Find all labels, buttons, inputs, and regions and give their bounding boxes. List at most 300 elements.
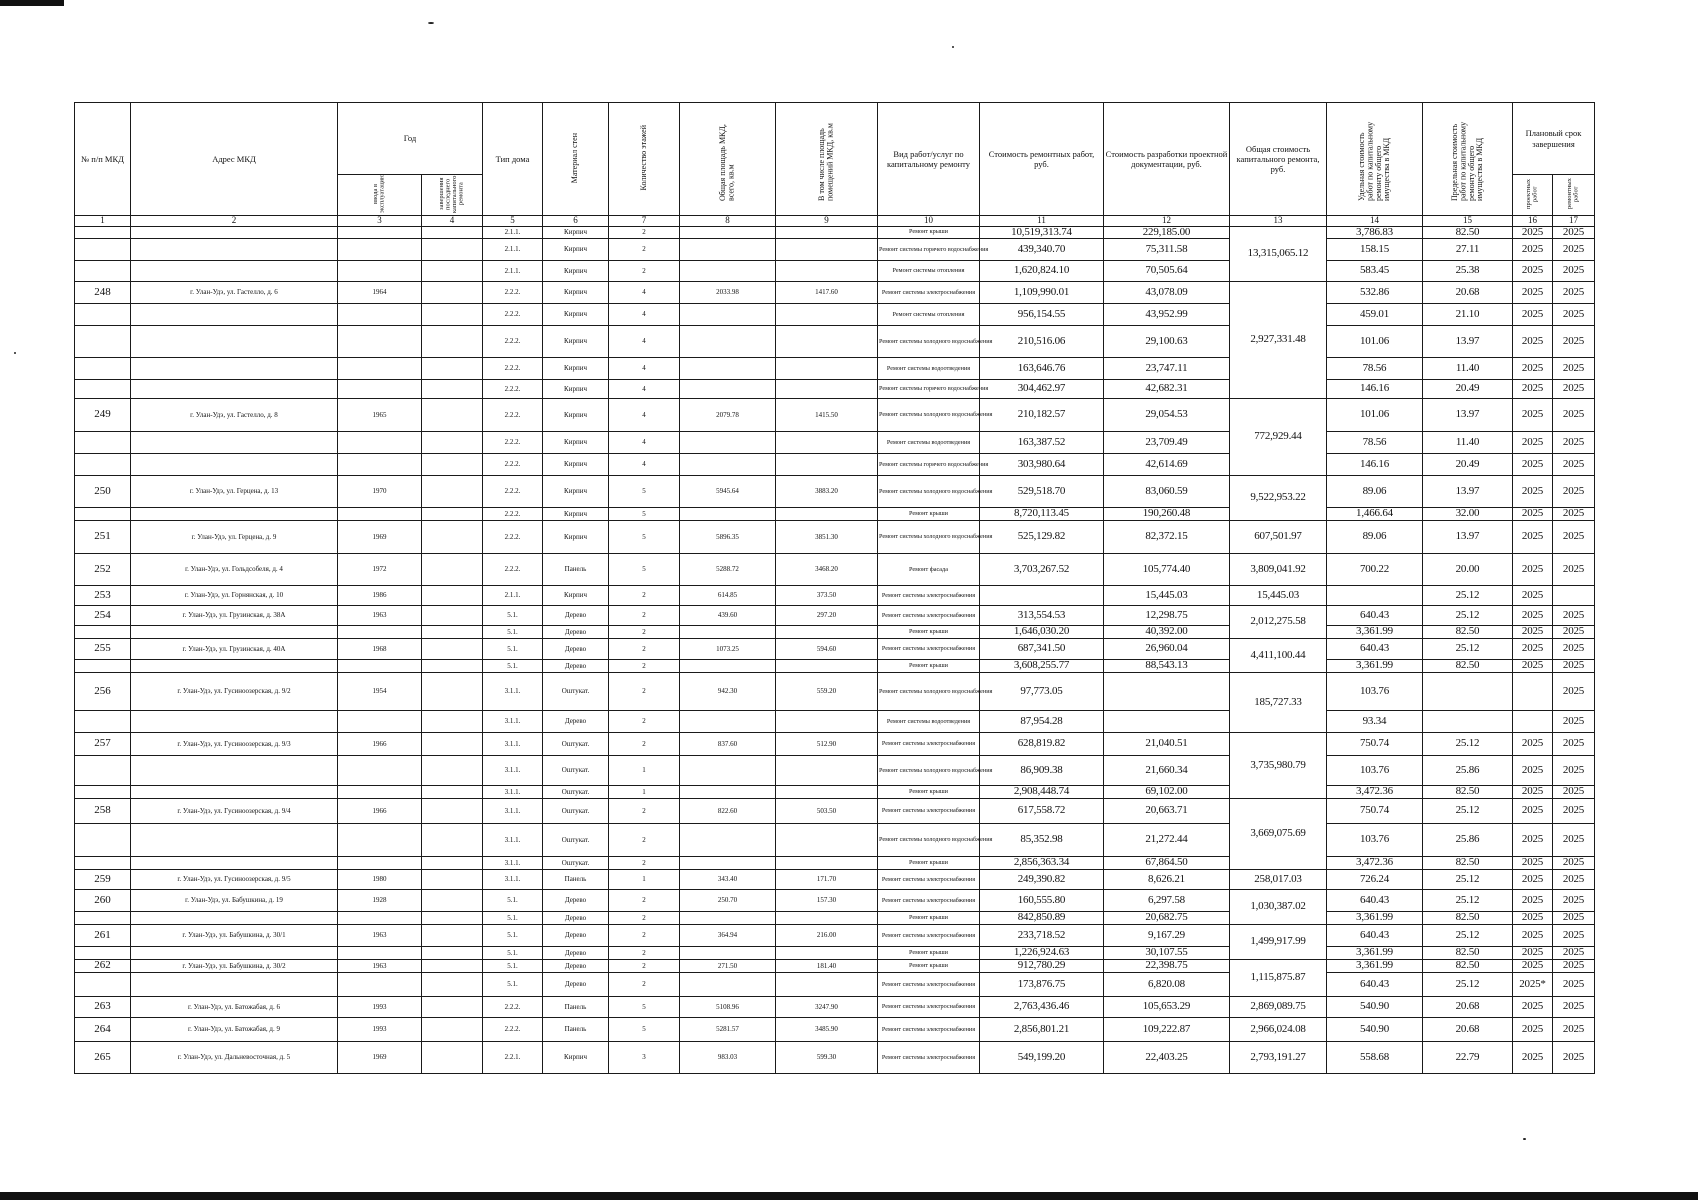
- year-commissioned: 1966: [338, 733, 422, 756]
- header-year: Год: [338, 103, 483, 175]
- work-type: Ремонт системы горячего водоснабжения: [878, 380, 980, 399]
- repair-cost: 842,850.89: [980, 912, 1104, 925]
- column-index: 6: [543, 216, 609, 226]
- repair-deadline: 2025: [1553, 912, 1595, 925]
- repair-deadline: 2025: [1553, 239, 1595, 261]
- house-address: г. Улан-Удэ, ул. Дальневосточная, д. 5: [131, 1042, 338, 1074]
- house-address: г. Улан-Удэ, ул. Бабушкина, д. 30/1: [131, 925, 338, 947]
- unit-cost: 93.34: [1327, 711, 1423, 733]
- premises-area: [776, 454, 878, 476]
- year-last-repair: [422, 282, 483, 304]
- floor-count: 4: [609, 282, 680, 304]
- wall-material: Дерево: [543, 711, 609, 733]
- total-cost: 3,669,075.69: [1230, 799, 1327, 870]
- unit-cost: 146.16: [1327, 454, 1423, 476]
- unit-cost: 101.06: [1327, 399, 1423, 432]
- design-cost: 26,960.04: [1104, 639, 1230, 660]
- house-type: 2.2.2.: [483, 282, 543, 304]
- table-row: [75, 733, 1595, 756]
- wall-material: Дерево: [543, 973, 609, 997]
- house-address: [131, 626, 338, 639]
- table-row: [75, 786, 1595, 799]
- year-commissioned: 1980: [338, 870, 422, 890]
- header-design-cost: Стоимость разработки проектной документации, руб.: [1104, 103, 1230, 216]
- house-type: 2.2.2.: [483, 508, 543, 521]
- repair-deadline: 2025: [1553, 282, 1595, 304]
- design-deadline: 2025: [1513, 639, 1553, 660]
- total-area: 942.30: [680, 673, 776, 711]
- design-deadline: [1513, 673, 1553, 711]
- floor-count: 4: [609, 304, 680, 326]
- unit-cost: 640.43: [1327, 973, 1423, 997]
- premises-area: 1415.50: [776, 399, 878, 432]
- unit-cost: 3,361.99: [1327, 660, 1423, 673]
- house-address: г. Улан-Удэ, ул. Горнянская, д. 10: [131, 586, 338, 606]
- work-type: Ремонт системы водоотведения: [878, 432, 980, 454]
- year-commissioned: [338, 454, 422, 476]
- house-type: 3.1.1.: [483, 733, 543, 756]
- repair-deadline: 2025: [1553, 399, 1595, 432]
- design-deadline: 2025: [1513, 960, 1553, 973]
- limit-cost: 25.12: [1423, 639, 1513, 660]
- work-type: Ремонт фасада: [878, 554, 980, 586]
- repair-deadline: 2025: [1553, 711, 1595, 733]
- premises-area: 3247.90: [776, 997, 878, 1018]
- total-area: 2033.98: [680, 282, 776, 304]
- wall-material: Кирпич: [543, 476, 609, 508]
- limit-cost: 20.49: [1423, 380, 1513, 399]
- design-deadline: 2025: [1513, 997, 1553, 1018]
- repair-cost: 1,226,924.63: [980, 947, 1104, 960]
- work-type: Ремонт системы холодного водоснабжения: [878, 756, 980, 786]
- design-cost: 43,078.09: [1104, 282, 1230, 304]
- wall-material: Дерево: [543, 947, 609, 960]
- year-last-repair: [422, 857, 483, 870]
- total-area: 250.70: [680, 890, 776, 912]
- wall-material: Оштукат.: [543, 756, 609, 786]
- wall-material: Кирпич: [543, 399, 609, 432]
- work-type: Ремонт крыши: [878, 226, 980, 239]
- repair-deadline: 2025: [1553, 226, 1595, 239]
- year-last-repair: [422, 912, 483, 925]
- house-type: 2.2.2.: [483, 997, 543, 1018]
- table-row: [75, 626, 1595, 639]
- premises-area: [776, 824, 878, 857]
- repair-deadline: 2025: [1553, 947, 1595, 960]
- total-area: [680, 824, 776, 857]
- house-type: 2.2.2.: [483, 358, 543, 380]
- year-commissioned: [338, 626, 422, 639]
- limit-cost: 25.12: [1423, 586, 1513, 606]
- header-repair-cost: Стоимость ремонтных работ, руб.: [980, 103, 1104, 216]
- design-deadline: 2025*: [1513, 973, 1553, 997]
- column-index: 10: [878, 216, 980, 226]
- limit-cost: 20.49: [1423, 454, 1513, 476]
- unit-cost: 750.74: [1327, 799, 1423, 824]
- unit-cost: 103.76: [1327, 756, 1423, 786]
- year-commissioned: [338, 973, 422, 997]
- repair-deadline: 2025: [1553, 925, 1595, 947]
- floor-count: 2: [609, 626, 680, 639]
- work-type: Ремонт системы электроснабжения: [878, 1018, 980, 1042]
- repair-cost: 1,620,824.10: [980, 261, 1104, 282]
- repair-deadline: 2025: [1553, 733, 1595, 756]
- design-cost: 8,626.21: [1104, 870, 1230, 890]
- premises-area: [776, 711, 878, 733]
- repair-deadline: 2025: [1553, 890, 1595, 912]
- repair-deadline: [1553, 586, 1595, 606]
- year-commissioned: 1963: [338, 960, 422, 973]
- year-last-repair: [422, 673, 483, 711]
- premises-area: 1417.60: [776, 282, 878, 304]
- unit-cost: 558.68: [1327, 1042, 1423, 1074]
- column-index: 15: [1423, 216, 1513, 226]
- table-row: [75, 973, 1595, 997]
- wall-material: Кирпич: [543, 226, 609, 239]
- year-last-repair: [422, 261, 483, 282]
- house-number: 248: [75, 282, 131, 304]
- column-index: 14: [1327, 216, 1423, 226]
- repair-cost: 163,646.76: [980, 358, 1104, 380]
- work-type: Ремонт системы холодного водоснабжения: [878, 326, 980, 358]
- header-repair-works: ремонтных работ: [1553, 175, 1595, 216]
- total-cost: 3,735,980.79: [1230, 733, 1327, 799]
- year-last-repair: [422, 432, 483, 454]
- total-area: 822.60: [680, 799, 776, 824]
- year-commissioned: [338, 912, 422, 925]
- design-cost: 42,682.31: [1104, 380, 1230, 399]
- design-deadline: 2025: [1513, 890, 1553, 912]
- year-commissioned: 1954: [338, 673, 422, 711]
- house-type: 5.1.: [483, 606, 543, 626]
- year-commissioned: 1965: [338, 399, 422, 432]
- year-commissioned: [338, 756, 422, 786]
- limit-cost: 25.86: [1423, 824, 1513, 857]
- premises-area: 559.20: [776, 673, 878, 711]
- premises-area: [776, 358, 878, 380]
- repair-cost: 163,387.52: [980, 432, 1104, 454]
- design-cost: 20,682.75: [1104, 912, 1230, 925]
- year-last-repair: [422, 226, 483, 239]
- repair-deadline: 2025: [1553, 997, 1595, 1018]
- premises-area: [776, 912, 878, 925]
- total-cost: 1,499,917.99: [1230, 925, 1327, 960]
- floor-count: 5: [609, 554, 680, 586]
- repair-cost: 1,646,030.20: [980, 626, 1104, 639]
- house-type: 3.1.1.: [483, 673, 543, 711]
- unit-cost: 640.43: [1327, 890, 1423, 912]
- house-number: [75, 358, 131, 380]
- house-address: г. Улан-Удэ, ул. Гусиноозерская, д. 9/4: [131, 799, 338, 824]
- repair-deadline: 2025: [1553, 1042, 1595, 1074]
- floor-count: 4: [609, 326, 680, 358]
- floor-count: 5: [609, 1018, 680, 1042]
- wall-material: Панель: [543, 870, 609, 890]
- limit-cost: 11.40: [1423, 358, 1513, 380]
- limit-cost: 32.00: [1423, 508, 1513, 521]
- house-number: 262: [75, 960, 131, 973]
- wall-material: Дерево: [543, 660, 609, 673]
- work-type: Ремонт системы электроснабжения: [878, 586, 980, 606]
- unit-cost: 540.90: [1327, 1018, 1423, 1042]
- work-type: Ремонт крыши: [878, 912, 980, 925]
- wall-material: Панель: [543, 1018, 609, 1042]
- total-area: [680, 912, 776, 925]
- house-number: [75, 711, 131, 733]
- column-index: 4: [422, 216, 483, 226]
- wall-material: Дерево: [543, 606, 609, 626]
- table-row: [75, 870, 1595, 890]
- table-row: [75, 261, 1595, 282]
- work-type: Ремонт системы электроснабжения: [878, 733, 980, 756]
- wall-material: Оштукат.: [543, 824, 609, 857]
- design-cost: 40,392.00: [1104, 626, 1230, 639]
- design-cost: 29,054.53: [1104, 399, 1230, 432]
- house-type: 2.2.2.: [483, 304, 543, 326]
- floor-count: 5: [609, 508, 680, 521]
- year-last-repair: [422, 239, 483, 261]
- work-type: Ремонт системы электроснабжения: [878, 890, 980, 912]
- total-area: 614.85: [680, 586, 776, 606]
- limit-cost: 82.50: [1423, 947, 1513, 960]
- capital-repair-table: [74, 102, 1595, 1074]
- repair-deadline: 2025: [1553, 380, 1595, 399]
- header-year-last-repair: завершения последнего капитального ремонта: [422, 175, 483, 216]
- repair-cost: 912,780.29: [980, 960, 1104, 973]
- house-number: [75, 824, 131, 857]
- house-number: [75, 508, 131, 521]
- header-total-area: Общая площадь МКД, всего, кв.м: [680, 103, 776, 216]
- work-type: Ремонт системы холодного водоснабжения: [878, 824, 980, 857]
- header-limit-cost: Предельная стоимость работ по капитальному ремонту общего имущества в МКД: [1423, 103, 1513, 216]
- limit-cost: 13.97: [1423, 476, 1513, 508]
- house-type: 3.1.1.: [483, 824, 543, 857]
- header-design-works: проектных работ: [1513, 175, 1553, 216]
- unit-cost: 532.86: [1327, 282, 1423, 304]
- design-cost: 12,298.75: [1104, 606, 1230, 626]
- year-last-repair: [422, 326, 483, 358]
- floor-count: 2: [609, 239, 680, 261]
- work-type: Ремонт системы электроснабжения: [878, 925, 980, 947]
- house-address: г. Улан-Удэ, ул. Грузинская, д. 38А: [131, 606, 338, 626]
- wall-material: Оштукат.: [543, 733, 609, 756]
- header-total-cost: Общая стоимость капитального ремонта, руб.: [1230, 103, 1327, 216]
- repair-deadline: 2025: [1553, 606, 1595, 626]
- house-address: г. Улан-Удэ, ул. Гольдсобеля, д. 4: [131, 554, 338, 586]
- design-deadline: 2025: [1513, 226, 1553, 239]
- year-last-repair: [422, 508, 483, 521]
- house-type: 3.1.1.: [483, 756, 543, 786]
- year-last-repair: [422, 925, 483, 947]
- repair-cost: 210,516.06: [980, 326, 1104, 358]
- wall-material: Оштукат.: [543, 799, 609, 824]
- year-commissioned: [338, 824, 422, 857]
- house-address: [131, 326, 338, 358]
- design-cost: 229,185.00: [1104, 226, 1230, 239]
- design-deadline: 2025: [1513, 857, 1553, 870]
- total-area: 1073.25: [680, 639, 776, 660]
- year-last-repair: [422, 606, 483, 626]
- total-area: [680, 660, 776, 673]
- design-deadline: 2025: [1513, 925, 1553, 947]
- design-deadline: 2025: [1513, 261, 1553, 282]
- house-number: 253: [75, 586, 131, 606]
- year-last-repair: [422, 960, 483, 973]
- header-number: № п/п МКД: [75, 103, 131, 216]
- design-cost: 83,060.59: [1104, 476, 1230, 508]
- year-commissioned: 1970: [338, 476, 422, 508]
- house-address: [131, 947, 338, 960]
- year-last-repair: [422, 824, 483, 857]
- house-type: 5.1.: [483, 890, 543, 912]
- house-number: [75, 947, 131, 960]
- wall-material: Дерево: [543, 890, 609, 912]
- repair-cost: 233,718.52: [980, 925, 1104, 947]
- premises-area: [776, 261, 878, 282]
- year-last-repair: [422, 973, 483, 997]
- house-number: [75, 756, 131, 786]
- repair-deadline: 2025: [1553, 626, 1595, 639]
- design-deadline: 2025: [1513, 282, 1553, 304]
- design-deadline: 2025: [1513, 626, 1553, 639]
- house-type: 2.1.1.: [483, 239, 543, 261]
- floor-count: 1: [609, 756, 680, 786]
- repair-cost: 617,558.72: [980, 799, 1104, 824]
- repair-cost: 173,876.75: [980, 973, 1104, 997]
- limit-cost: 20.68: [1423, 997, 1513, 1018]
- house-type: 2.2.2.: [483, 380, 543, 399]
- table-row: [75, 586, 1595, 606]
- premises-area: [776, 973, 878, 997]
- total-area: [680, 304, 776, 326]
- floor-count: 5: [609, 521, 680, 554]
- floor-count: 2: [609, 711, 680, 733]
- unit-cost: 103.76: [1327, 673, 1423, 711]
- house-type: 5.1.: [483, 660, 543, 673]
- design-cost: 23,747.11: [1104, 358, 1230, 380]
- repair-deadline: 2025: [1553, 261, 1595, 282]
- wall-material: Дерево: [543, 912, 609, 925]
- design-deadline: 2025: [1513, 454, 1553, 476]
- year-last-repair: [422, 586, 483, 606]
- repair-deadline: 2025: [1553, 857, 1595, 870]
- column-index: 12: [1104, 216, 1230, 226]
- year-commissioned: [338, 261, 422, 282]
- repair-cost: 2,856,801.21: [980, 1018, 1104, 1042]
- total-cost: 607,501.97: [1230, 521, 1327, 554]
- total-area: [680, 626, 776, 639]
- limit-cost: 25.12: [1423, 799, 1513, 824]
- total-area: 837.60: [680, 733, 776, 756]
- table-row: [75, 399, 1595, 432]
- premises-area: [776, 380, 878, 399]
- floor-count: 2: [609, 660, 680, 673]
- limit-cost: 82.50: [1423, 960, 1513, 973]
- year-commissioned: 1986: [338, 586, 422, 606]
- column-index: 3: [338, 216, 422, 226]
- column-index-row: [75, 216, 1595, 226]
- design-cost: 105,653.29: [1104, 997, 1230, 1018]
- unit-cost: 3,472.36: [1327, 857, 1423, 870]
- year-commissioned: [338, 711, 422, 733]
- floor-count: 4: [609, 454, 680, 476]
- year-last-repair: [422, 786, 483, 799]
- total-cost: 2,793,191.27: [1230, 1042, 1327, 1074]
- repair-deadline: 2025: [1553, 973, 1595, 997]
- column-index: 9: [776, 216, 878, 226]
- wall-material: Кирпич: [543, 1042, 609, 1074]
- floor-count: 1: [609, 786, 680, 799]
- house-number: 258: [75, 799, 131, 824]
- year-commissioned: [338, 786, 422, 799]
- premises-area: [776, 304, 878, 326]
- design-deadline: [1513, 711, 1553, 733]
- unit-cost: [1327, 586, 1423, 606]
- header-work-type: Вид работ/услуг по капитальному ремонту: [878, 103, 980, 216]
- house-address: г. Улан-Удэ, ул. Грузинская, д. 40А: [131, 639, 338, 660]
- table-row: [75, 282, 1595, 304]
- year-commissioned: 1969: [338, 1042, 422, 1074]
- premises-area: [776, 239, 878, 261]
- floor-count: 2: [609, 673, 680, 711]
- house-number: [75, 973, 131, 997]
- premises-area: 3468.20: [776, 554, 878, 586]
- premises-area: 3485.90: [776, 1018, 878, 1042]
- design-deadline: 2025: [1513, 399, 1553, 432]
- design-cost: 42,614.69: [1104, 454, 1230, 476]
- design-cost: 9,167.29: [1104, 925, 1230, 947]
- repair-deadline: 2025: [1553, 960, 1595, 973]
- limit-cost: 25.12: [1423, 925, 1513, 947]
- year-commissioned: [338, 226, 422, 239]
- house-number: 264: [75, 1018, 131, 1042]
- total-area: 2079.78: [680, 399, 776, 432]
- floor-count: 4: [609, 432, 680, 454]
- floor-count: 4: [609, 358, 680, 380]
- header-address: Адрес МКД: [131, 103, 338, 216]
- total-area: [680, 226, 776, 239]
- wall-material: Кирпич: [543, 380, 609, 399]
- limit-cost: 82.50: [1423, 626, 1513, 639]
- design-deadline: 2025: [1513, 554, 1553, 586]
- house-type: 5.1.: [483, 912, 543, 925]
- year-commissioned: 1964: [338, 282, 422, 304]
- limit-cost: 82.50: [1423, 660, 1513, 673]
- house-type: 2.2.2.: [483, 521, 543, 554]
- total-area: [680, 756, 776, 786]
- table-row: [75, 639, 1595, 660]
- work-type: Ремонт системы электроснабжения: [878, 1042, 980, 1074]
- repair-cost: 303,980.64: [980, 454, 1104, 476]
- work-type: Ремонт системы водоотведения: [878, 711, 980, 733]
- house-type: 2.2.2.: [483, 399, 543, 432]
- house-type: 5.1.: [483, 925, 543, 947]
- floor-count: 5: [609, 476, 680, 508]
- wall-material: Панель: [543, 997, 609, 1018]
- house-address: г. Улан-Удэ, ул. Герцена, д. 9: [131, 521, 338, 554]
- house-number: [75, 239, 131, 261]
- total-area: 364.94: [680, 925, 776, 947]
- repair-deadline: 2025: [1553, 824, 1595, 857]
- limit-cost: 25.86: [1423, 756, 1513, 786]
- table-row: [75, 239, 1595, 261]
- house-address: [131, 756, 338, 786]
- scan-bottom-edge: [0, 1192, 1698, 1200]
- floor-count: 2: [609, 261, 680, 282]
- year-last-repair: [422, 890, 483, 912]
- house-number: 252: [75, 554, 131, 586]
- work-type: Ремонт системы электроснабжения: [878, 639, 980, 660]
